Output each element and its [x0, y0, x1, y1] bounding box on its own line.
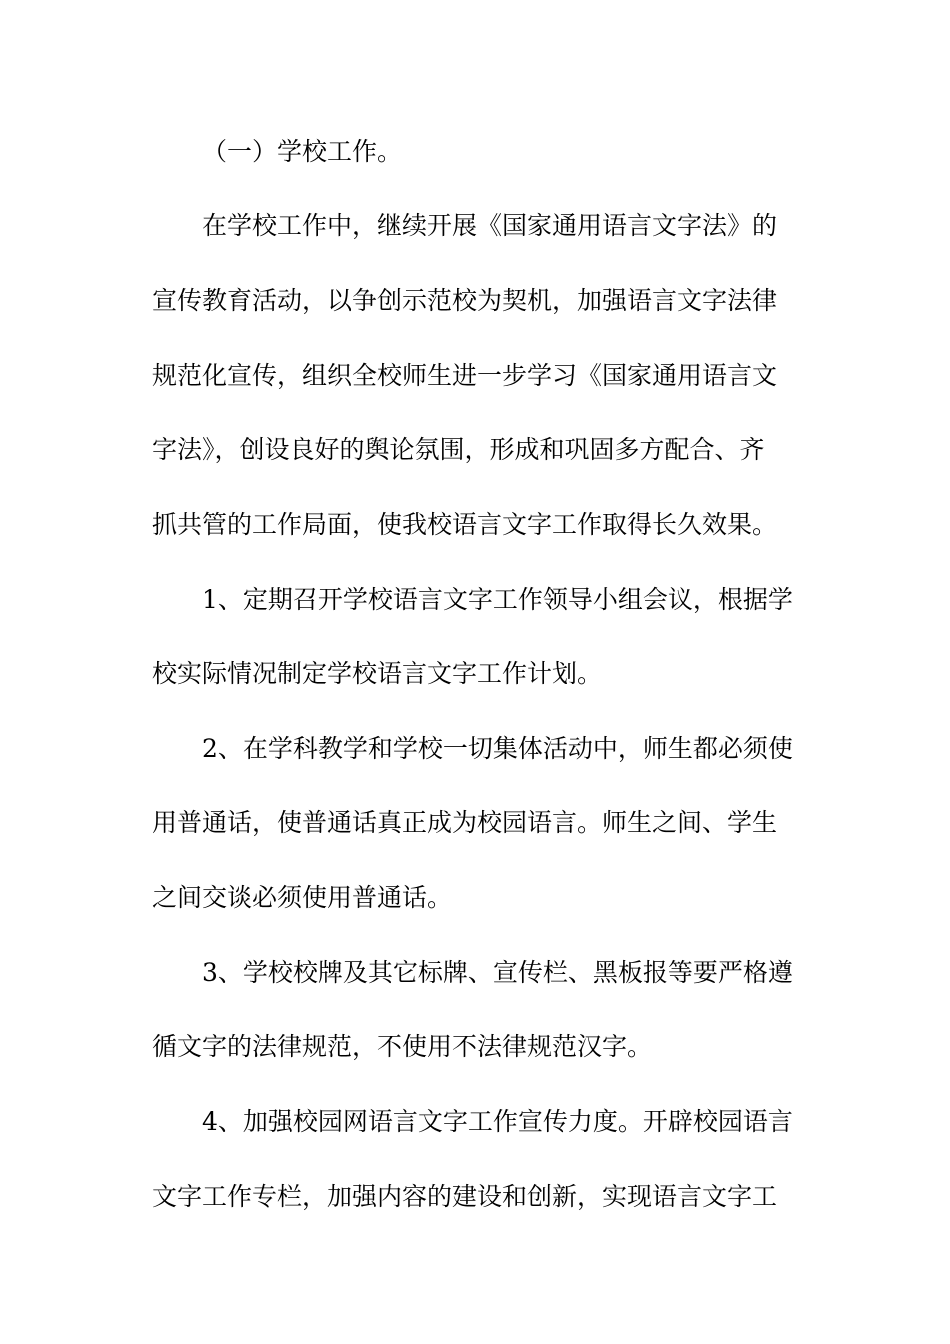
paragraph-line: 字法》，创设良好的舆论氛围，形成和巩固多方配合、齐 — [152, 435, 765, 464]
list-item-line: 3、学校校牌及其它标牌、宣传栏、黑板报等要严格遵 — [202, 958, 793, 987]
list-item-line: 用普通话，使普通话真正成为校园语言。师生之间、学生 — [152, 808, 778, 837]
list-item-line: 校实际情况制定学校语言文字工作计划。 — [152, 659, 603, 688]
list-item-line: 1、定期召开学校语言文字工作领导小组会议，根据学 — [202, 585, 793, 614]
list-item-line: 2、在学科教学和学校一切集体活动中，师生都必须使 — [202, 734, 793, 763]
list-item-line: 文字工作专栏，加强内容的建设和创新，实现语言文字工 — [152, 1182, 778, 1211]
section-heading: （一）学校工作。 — [202, 137, 403, 166]
paragraph-line: 抓共管的工作局面，使我校语言文字工作取得长久效果。 — [152, 510, 778, 539]
paragraph-line: 宣传教育活动，以争创示范校为契机，加强语言文字法律 — [152, 286, 778, 315]
paragraph-line: 在学校工作中，继续开展《国家通用语言文字法》的 — [202, 211, 778, 240]
list-item-line: 循文字的法律规范，不使用不法律规范汉字。 — [152, 1032, 653, 1061]
list-item-line: 之间交谈必须使用普通话。 — [152, 883, 453, 912]
list-item-line: 4、加强校园网语言文字工作宣传力度。开辟校园语言 — [202, 1107, 793, 1136]
paragraph-line: 规范化宣传，组织全校师生进一步学习《国家通用语言文 — [152, 361, 778, 390]
